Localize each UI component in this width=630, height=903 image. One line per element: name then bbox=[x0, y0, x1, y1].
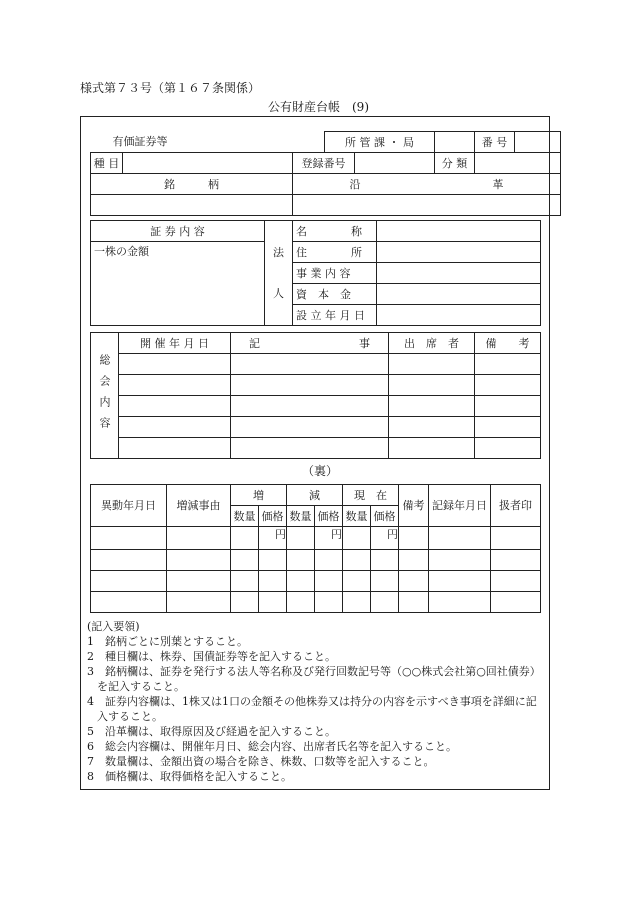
back-cell[interactable] bbox=[231, 571, 259, 592]
back-cell[interactable] bbox=[399, 571, 429, 592]
corp-name-label: 名 称 bbox=[293, 221, 377, 242]
back-cell[interactable] bbox=[429, 571, 491, 592]
corp-name-value[interactable] bbox=[377, 221, 541, 242]
reg-number-value[interactable] bbox=[355, 153, 435, 174]
meeting-cell[interactable] bbox=[389, 375, 475, 396]
back-cell[interactable] bbox=[371, 550, 399, 571]
corporation-label: 法 人 bbox=[265, 221, 293, 326]
back-cell[interactable] bbox=[429, 527, 491, 550]
meeting-row bbox=[91, 438, 541, 459]
back-title: （裏） bbox=[302, 464, 339, 478]
back-cell[interactable] bbox=[491, 592, 541, 613]
meeting-cell[interactable] bbox=[119, 417, 231, 438]
classification-value[interactable] bbox=[475, 153, 561, 174]
meeting-row bbox=[91, 375, 541, 396]
back-col-current: 現 在 bbox=[343, 485, 399, 506]
back-cell[interactable] bbox=[167, 571, 231, 592]
type-value[interactable] bbox=[123, 153, 293, 174]
meeting-row bbox=[91, 396, 541, 417]
back-cell[interactable] bbox=[167, 550, 231, 571]
back-row bbox=[91, 550, 541, 571]
meeting-cell[interactable] bbox=[119, 438, 231, 459]
instruction-item: 8 価格欄は、取得価格を記入すること。 bbox=[87, 770, 292, 783]
back-cell[interactable] bbox=[167, 527, 231, 550]
dept-value[interactable] bbox=[435, 132, 475, 153]
back-cell[interactable] bbox=[91, 527, 167, 550]
back-cell[interactable] bbox=[231, 527, 259, 550]
meeting-row bbox=[91, 417, 541, 438]
front-header-table bbox=[90, 131, 561, 216]
back-cell[interactable] bbox=[91, 550, 167, 571]
meeting-cell[interactable] bbox=[475, 417, 541, 438]
corp-established-label: 設 立 年 月 日 bbox=[293, 305, 377, 326]
meeting-row bbox=[91, 354, 541, 375]
back-cell[interactable] bbox=[429, 550, 491, 571]
meeting-cell[interactable] bbox=[119, 354, 231, 375]
back-col-qty: 数量 bbox=[287, 506, 315, 527]
page-title: 公有財産台帳 (9) bbox=[268, 100, 369, 114]
back-cell[interactable] bbox=[259, 571, 287, 592]
back-cell[interactable] bbox=[399, 527, 429, 550]
back-col-record-date: 記録年月日 bbox=[429, 485, 491, 527]
history-label: 沿 革 bbox=[293, 174, 561, 195]
back-row bbox=[91, 592, 541, 613]
meeting-cell[interactable] bbox=[231, 354, 389, 375]
classification-label: 分 類 bbox=[435, 153, 475, 174]
corp-capital-label: 資 本 金 bbox=[293, 284, 377, 305]
reg-number-label: 登録番号 bbox=[293, 153, 355, 174]
corp-address-label: 住 所 bbox=[293, 242, 377, 263]
back-cell[interactable] bbox=[399, 550, 429, 571]
meeting-cell[interactable] bbox=[231, 438, 389, 459]
back-cell[interactable] bbox=[371, 571, 399, 592]
per-share-field[interactable] bbox=[91, 242, 265, 326]
back-cell[interactable] bbox=[491, 527, 541, 550]
back-table bbox=[90, 484, 541, 613]
meeting-table bbox=[90, 332, 541, 459]
back-cell[interactable] bbox=[259, 592, 287, 613]
back-row bbox=[91, 571, 541, 592]
back-cell[interactable] bbox=[343, 571, 371, 592]
meeting-cell[interactable] bbox=[475, 354, 541, 375]
back-col-change-date: 異動年月日 bbox=[91, 485, 167, 527]
back-cell[interactable] bbox=[231, 592, 259, 613]
instructions bbox=[87, 619, 545, 784]
securities-label: 証 券 内 容 bbox=[91, 221, 265, 242]
brand-value[interactable] bbox=[91, 195, 293, 216]
form-number: 様式第７３号（第１６７条関係） bbox=[80, 81, 261, 95]
meeting-cell[interactable] bbox=[389, 396, 475, 417]
section-title: 有価証券等 bbox=[112, 135, 168, 149]
corp-business-value[interactable] bbox=[377, 263, 541, 284]
back-cell[interactable] bbox=[287, 592, 315, 613]
meeting-col-date: 開 催 年 月 日 bbox=[119, 333, 231, 354]
back-cell[interactable] bbox=[343, 527, 371, 550]
meeting-cell[interactable] bbox=[231, 375, 389, 396]
back-cell[interactable] bbox=[343, 592, 371, 613]
meeting-cell[interactable] bbox=[389, 354, 475, 375]
meeting-cell[interactable] bbox=[389, 417, 475, 438]
instruction-item: 6 総会内容欄は、開催年月日、総会内容、出席者氏名等を記入すること。 bbox=[87, 740, 457, 753]
back-col-price: 価格 bbox=[315, 506, 343, 527]
back-cell[interactable] bbox=[343, 550, 371, 571]
meeting-label: 総会内容 bbox=[98, 353, 111, 438]
number-value[interactable] bbox=[515, 132, 561, 153]
back-cell[interactable] bbox=[315, 550, 343, 571]
meeting-col-record: 記 事 bbox=[231, 333, 389, 354]
back-col-reason: 増減事由 bbox=[167, 485, 231, 527]
corp-established-value[interactable] bbox=[377, 305, 541, 326]
corp-capital-value[interactable] bbox=[377, 284, 541, 305]
back-cell[interactable] bbox=[167, 592, 231, 613]
back-cell[interactable] bbox=[259, 550, 287, 571]
back-cell[interactable] bbox=[287, 571, 315, 592]
securities-table bbox=[90, 220, 541, 326]
back-cell[interactable] bbox=[371, 592, 399, 613]
back-cell[interactable] bbox=[491, 571, 541, 592]
brand-label: 銘 柄 bbox=[91, 174, 293, 195]
instruction-item: 1 銘柄ごとに別葉とすること。 bbox=[87, 635, 248, 648]
number-label: 番 号 bbox=[475, 132, 515, 153]
yen-unit: 円 bbox=[315, 527, 343, 550]
yen-unit: 円 bbox=[371, 527, 399, 550]
type-label: 種 目 bbox=[91, 153, 123, 174]
instruction-item: 4 証券内容欄は、1株又は1口の金額その他株券又は持分の内容を示すべき事項を詳細に記入すること。 bbox=[87, 695, 537, 723]
instruction-item: 7 数量欄は、金額出資の場合を除き、株数、口数等を記入すること。 bbox=[87, 755, 435, 768]
back-cell[interactable] bbox=[315, 571, 343, 592]
meeting-cell[interactable] bbox=[231, 396, 389, 417]
per-share-label: 一株の金額 bbox=[94, 245, 149, 258]
meeting-col-remarks: 備 考 bbox=[475, 333, 541, 354]
back-cell[interactable] bbox=[91, 571, 167, 592]
back-col-price: 価格 bbox=[259, 506, 287, 527]
meeting-cell[interactable] bbox=[231, 417, 389, 438]
back-cell[interactable] bbox=[287, 527, 315, 550]
corp-address-value[interactable] bbox=[377, 242, 541, 263]
meeting-cell[interactable] bbox=[119, 375, 231, 396]
meeting-cell[interactable] bbox=[475, 438, 541, 459]
instruction-item: 5 沿革欄は、取得原因及び経過を記入すること。 bbox=[87, 725, 336, 738]
back-cell[interactable] bbox=[231, 550, 259, 571]
back-col-qty: 数量 bbox=[231, 506, 259, 527]
corp-business-label: 事 業 内 容 bbox=[293, 263, 377, 284]
back-col-seal: 扱者印 bbox=[491, 485, 541, 527]
instructions-heading: (記入要領) bbox=[87, 620, 140, 633]
back-cell[interactable] bbox=[491, 550, 541, 571]
meeting-label-cell bbox=[91, 333, 119, 459]
meeting-cell[interactable] bbox=[475, 375, 541, 396]
back-cell[interactable] bbox=[91, 592, 167, 613]
dept-label: 所 管 課 ・ 局 bbox=[325, 132, 435, 153]
back-col-increase: 増 bbox=[231, 485, 287, 506]
back-col-decrease: 減 bbox=[287, 485, 343, 506]
meeting-cell[interactable] bbox=[389, 438, 475, 459]
back-cell[interactable] bbox=[429, 592, 491, 613]
instruction-item: 2 種目欄は、株券、国債証券等を記入すること。 bbox=[87, 650, 336, 663]
yen-unit: 円 bbox=[259, 527, 287, 550]
meeting-col-attendees: 出 席 者 bbox=[389, 333, 475, 354]
back-col-qty: 数量 bbox=[343, 506, 371, 527]
back-col-price: 価格 bbox=[371, 506, 399, 527]
back-col-remarks: 備考 bbox=[399, 485, 429, 527]
instruction-item: 3 銘柄欄は、証券を発行する法人等名称及び発行回数記号等（○○株式会社第○回社債券）を記入すること。 bbox=[87, 665, 541, 693]
meeting-cell[interactable] bbox=[475, 396, 541, 417]
history-value-1[interactable] bbox=[293, 195, 561, 216]
back-cell[interactable] bbox=[399, 592, 429, 613]
back-row bbox=[91, 527, 541, 550]
back-cell[interactable] bbox=[315, 592, 343, 613]
back-cell[interactable] bbox=[287, 550, 315, 571]
meeting-cell[interactable] bbox=[119, 396, 231, 417]
